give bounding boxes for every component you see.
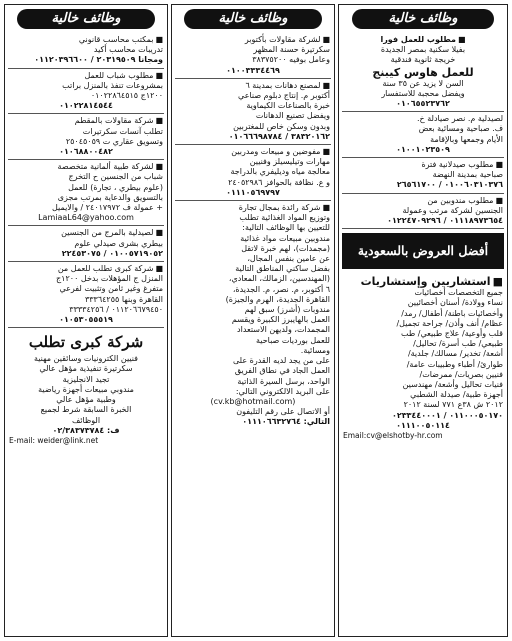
section-header: وظائف خالية — [17, 9, 154, 29]
bullet-icon: ■ — [492, 275, 503, 289]
section-header: وظائف خالية — [352, 9, 495, 29]
bullet-icon: ■ — [155, 162, 163, 172]
column-left — [4, 4, 168, 637]
bullet-icon: ■ — [155, 70, 163, 80]
bullet-icon: ■ — [322, 35, 330, 44]
column-right — [338, 4, 508, 637]
bullet-icon: ■ — [457, 35, 466, 44]
email-link[interactable]: Email:cv@elshotby-hr.com — [343, 431, 443, 441]
job-ad: ■استشاريين وإستشاريات جميع التخصصات أخصائيات نساء وولادة/ أسنان أخصائيين وأخصائيات باطنة/ أطفال/ رمد/ عظام/ أنف وأذن/ جراحة تجميل/ قلب وأوعية/ علاج طبيعي/ طب طبيعي/ طب أسرة/ تحاليل/ أشعة/ تخدير/ مسالك/ جلدية/ طوارئ/ أطباء وطبيبات عامة/ فنيين بصريات/ ممرضات/ فنيات تحاليل وأشعة/ مهندسين أجهزة طبية/ صيدلة الشطبي ٢٠١٢ ش ٣٨ع ٧٧١ لسنة ٢٠١٢ ٠١١٠٠٠٥٠١٧٠ / ٠٢٣٣٤٤٠٠٠١ ٠١١١٠٠٥٠١١٤ Email:cv@elshotby-hr.com — [343, 275, 503, 441]
job-ad: ■شركة مقاولات بالمقطم تطلب آنسات سكرتيرات وتسويق عقاري ت ٢٥٠٤٥٠٥٩ ٠١٠٦٨٨٠٠٤٨٢ — [8, 114, 164, 160]
bullet-icon: ■ — [322, 203, 330, 213]
job-ad: ■لشركة مقاولات بأكتوبر سكرتيرة حسنة المظهر وعامل بوفيه ٣٨٣٧٥٢٠٠ ٠١٠٠٣٣٣٤٤٦٩ — [175, 33, 331, 79]
job-ad: ■مطلوب مندوبين من الجنسين لشركة مرتب وعمولة ٠١١١٨٩٧٣٦٥٤ / ٠١٢٢٤٧٠٩٢٩٦ — [342, 194, 504, 230]
email-link[interactable]: LamiaaL64@yahoo.com — [38, 213, 134, 223]
job-ad: ■بمكتب محاسب قانوني تدريبات محاسب أكيد ومجانا ٢٠٣١٩٥٠٩ / ٠١١٢٠٣٩٦٦٠٠ — [8, 33, 164, 69]
bullet-icon: ■ — [322, 147, 330, 157]
column-middle — [171, 4, 335, 637]
company-title: شركة كبرى تطلب — [28, 333, 144, 352]
job-ad: لصيدلية م. نصر صيادلة خ. ف. صباحية ومسائية بعض الأيام وجمعها وبالإقامة ٠١٠٠١٠٢٣٥٠٩ — [342, 112, 504, 158]
bullet-icon: ■ — [322, 80, 330, 90]
job-ad: ■شركة رائدة بمجال تجارة وتوزيع المواد الغذائية تطلب للتعيين بها الوظائف التالية: مندوبين مبيعات مواد غذائية (مجمدات)، لهم خبرة لاتقل عن عامين بنفس المجال، بفضل ساكني المناطق التالية (المهندسين، الزمالك، المعادي، ٦ أكتوبر، م. نصر، م. الجديدة، القاهرة الجديدة، الهرم والجيزة) مندوبات (أشرز) سبق لهم العمل بالهايبرز الكبيرة ويقسم المجمدات، ولديهن الاستعداد للعمل بورديات صباحية ومسائية. على من يجد لديه القدرة على العمل الجاد في نطاق الفريق الواحد، برسل السيرة الذاتية على البريد الالكتروني التالي: (cv.kb@hotmail.com) أو الاتصال على رقم التليفون التالي: ٠١١١٠٦٦٣٢٧٦٤ — [175, 201, 331, 429]
email-link[interactable]: E-mail: weider@link.net — [9, 435, 99, 445]
saudi-offers-banner: أفضل العروض بالسعودية — [342, 233, 504, 269]
bullet-icon: ■ — [155, 35, 163, 44]
job-ad: ■مطلوب صيدلانية فترة صباحية بمدينة النهضة ٠١٠٠٦٠٣١٠٣٧٦ / ٢٦٥٦١٧٠٠ — [342, 158, 504, 194]
job-ad: ■لمصنع دهانات بمدينة ٦ أكتوبر م. إنتاج دبلوم صناعي خبرة بالصناعات الكيماوية ويفضل تصنيع الدهانات وبدون وسكن خاص للمغتربين ٣٨٣٢٠١٦٢ / ٠١٠٦٦٦٩٨٧٨٤ — [175, 79, 331, 145]
job-ad: ■شركة كبرى تطلب للعمل من المنزل ج المؤهلات بدخل ١٢٠٠ج متفرغ وغير ثامن وتثبيت لفرعي القاهرة وبنها ٣٣٣٦٤٢٥٥ ٠١١٢٠٦٦٧٩٤٥٠ / ٣٣٣٣٤٢٥٦ ٠١٠٥٣٠٥٥٥١٩ — [8, 262, 164, 328]
bullet-icon: ■ — [155, 116, 163, 126]
job-ad: ■مفوضين و مبيعات ومدربين مهارات وتيليسيلز وفنيين معالجة مياه وديليفري بالدراجة و ع. نظافة بالحوافز ٢٤٠٥٢٩٨٦ ٠١١١٠٥٦٩٧٩٧ — [175, 145, 331, 201]
job-ad: شركة كبرى تطلب فنيين الكترونيات وسائقين مهنية سكرتيرة تنفيذية مؤهل عالي تجيد الانجليزية مندوبي مبيعات أجهزة رياضية وطبية مؤهل عالي الخبرة السابقة شرط لجميع الوظائف ف: ٠٢/٣٨٣٧٣٧٨٤ E-mail: weider@link.net — [8, 328, 164, 448]
job-ad: ■لشركة طبية ألمانية متخصصة شباب من الجنسين ح التخرج (علوم بيطري ، تجارة) للعمل بالتسويق والدعاية بمرتب مجزى + عمولة ف ٢٤٠١٧٩٧٢ / والايميل LamiaaL64@yahoo.com — [8, 160, 164, 226]
job-ad: ■مطلوب للعمل فورا بفيلا سكنية بمصر الجديدة خريجة ثانوية فندقية للعمل هاوس كيبنج السن لا يزيد عن ٣٥ سنة ويفضل محجبة للاستفسار ٠١٠٦٥٥٢٣٧٦٢ — [342, 33, 504, 112]
job-ad: ■لصيدلية بالمرج من الجنسين بيطري بشرى صيدلي علوم ٠١٠٠٥٧١٩٠٥٢ / ٢٢٤٥٣٠٧٥ — [8, 226, 164, 262]
bullet-icon: ■ — [155, 264, 163, 274]
bullet-icon: ■ — [495, 160, 503, 170]
section-header: وظائف خالية — [184, 9, 321, 29]
job-ad: ■مطلوب شباب للعمل بمشروعات تنفذ بالمنزل براتب ١٢٠٠ج ٠١٠٢٢٨٦٤٥١٥ ٠١٠٢٢٨١٤٥٤٤ — [8, 69, 164, 115]
email-link[interactable]: (cv.kb@hotmail.com) — [210, 396, 296, 406]
bullet-icon: ■ — [155, 228, 163, 238]
bullet-icon: ■ — [495, 195, 503, 205]
